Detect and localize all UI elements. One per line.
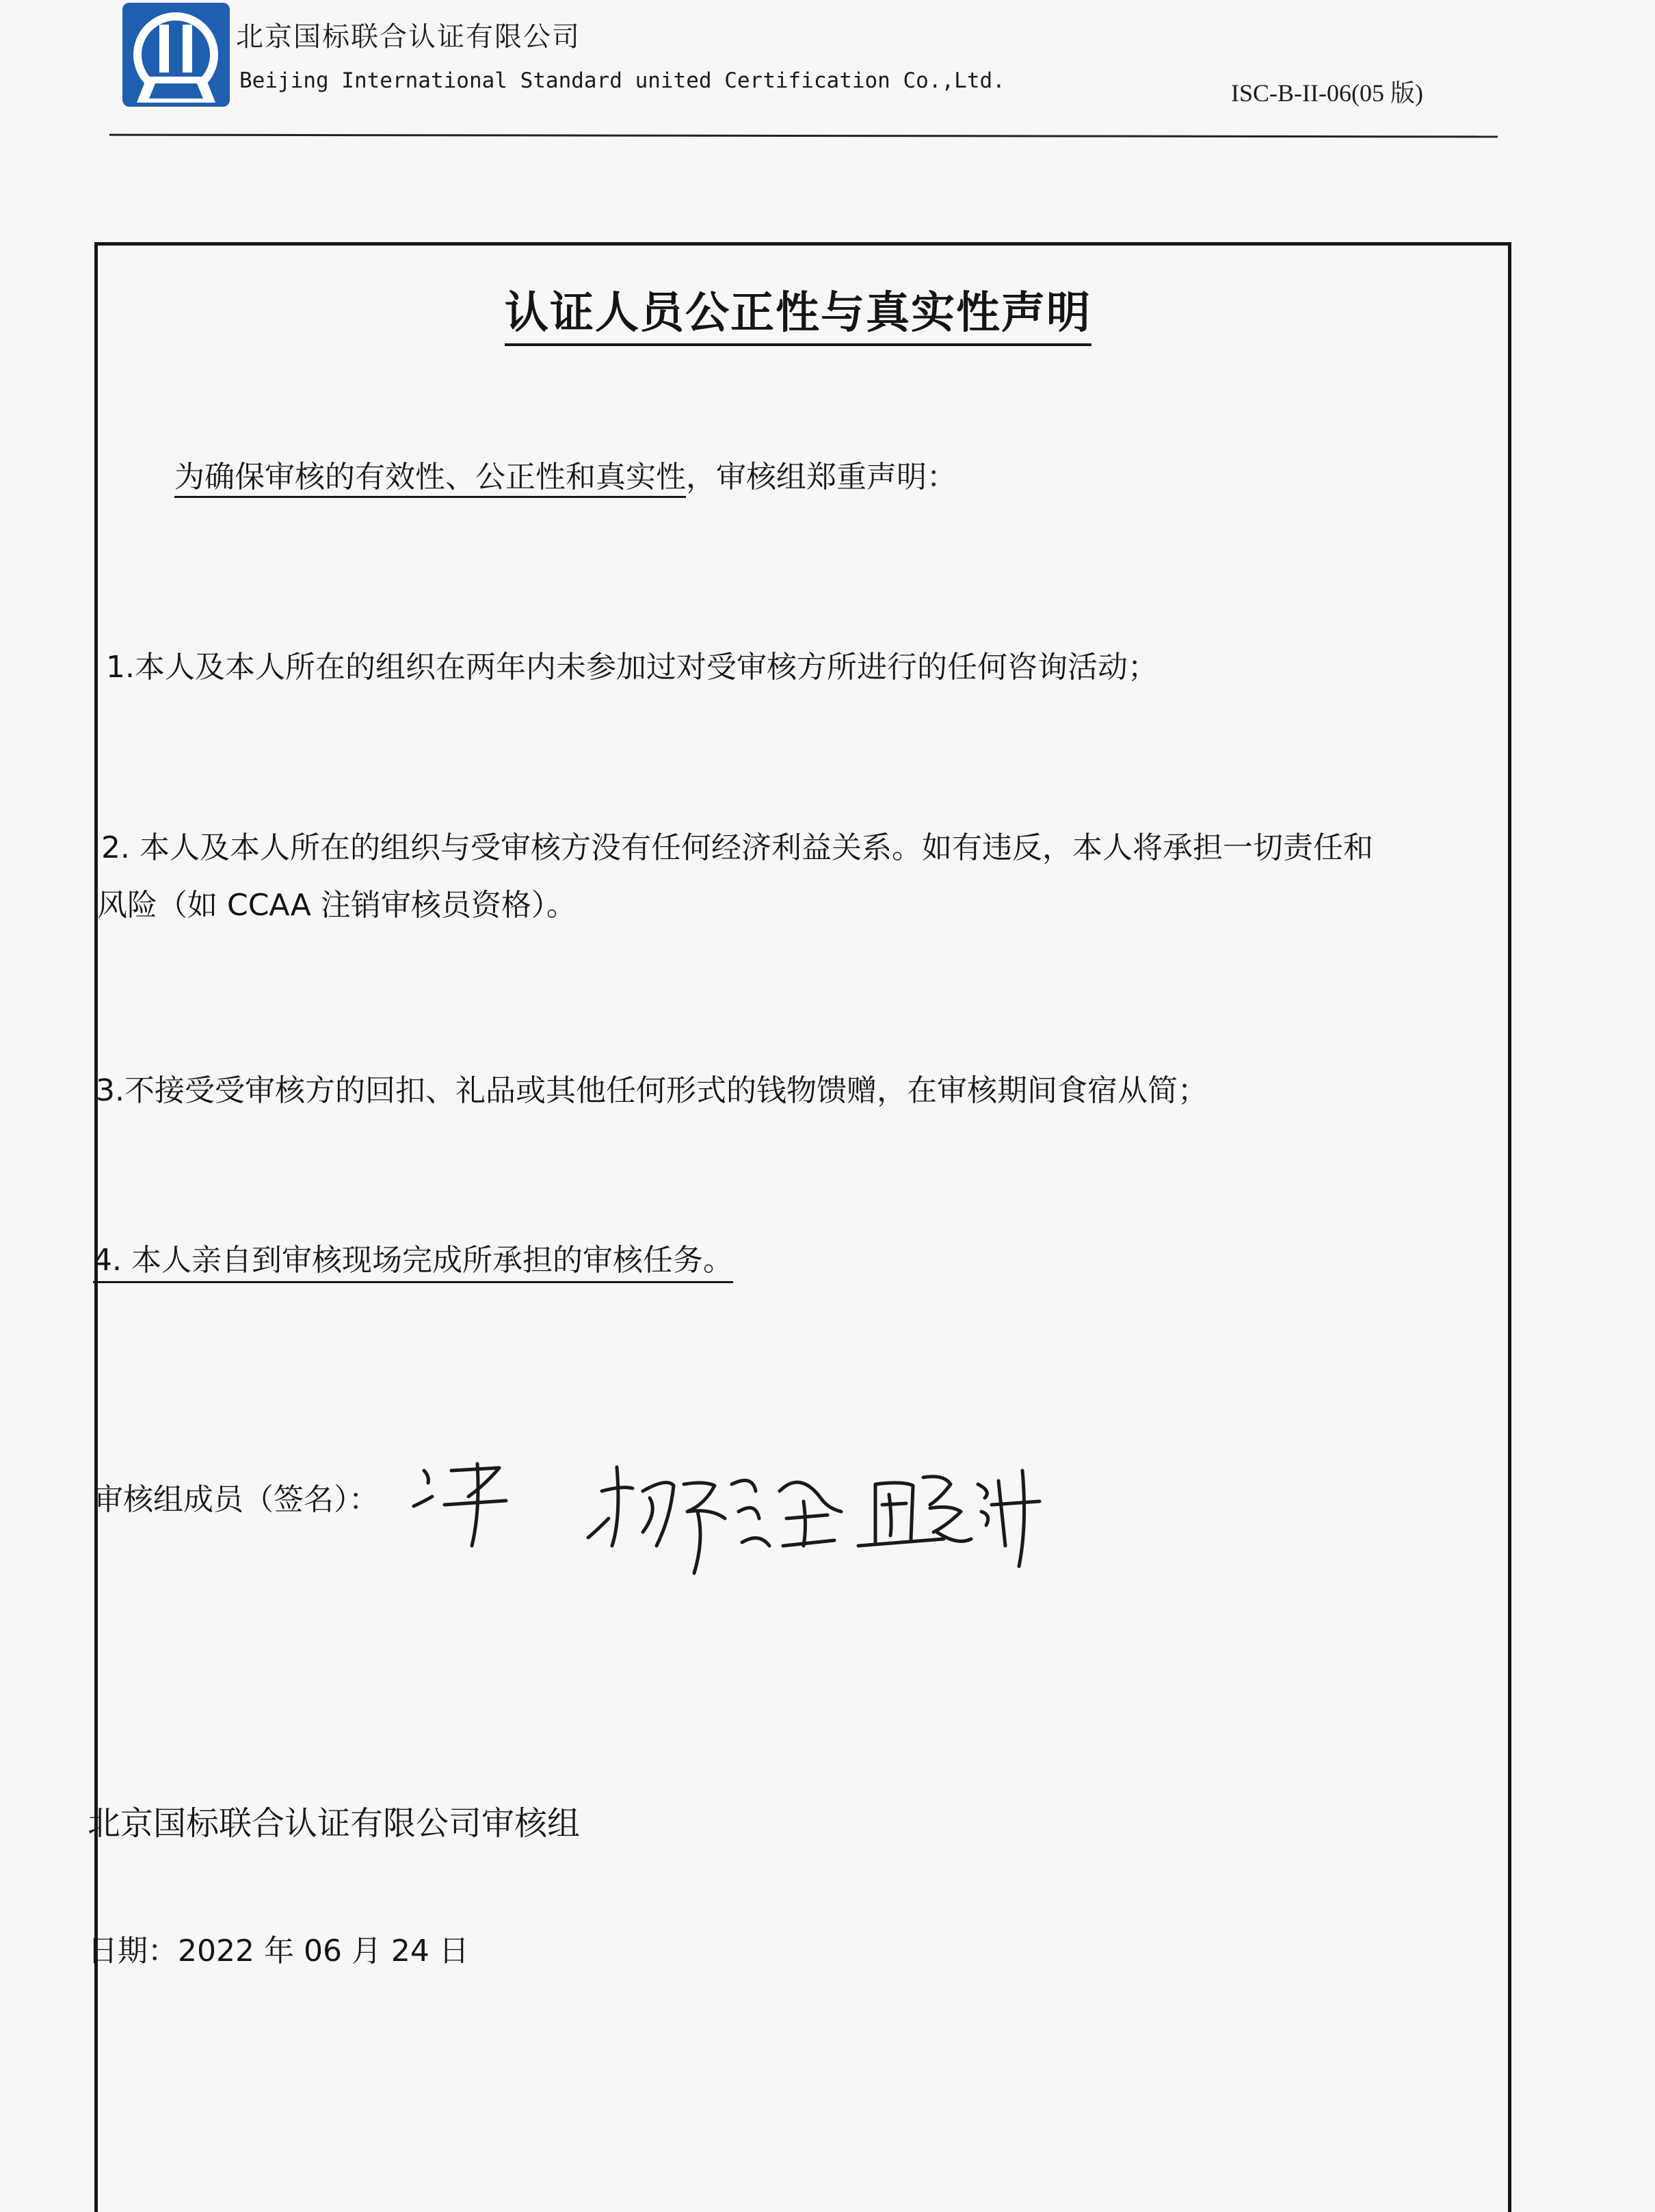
header-divider xyxy=(109,134,1498,138)
audit-team-organization: 北京国标联合认证有限公司审核组 xyxy=(88,1804,581,1843)
document-title: 认证人员公正性与真实性声明 xyxy=(505,287,1091,346)
declaration-item-4: 4. 本人亲自到审核现场完成所承担的审核任务。 xyxy=(93,1241,733,1283)
declaration-item-2-line-2: 风险（如 CCAA 注销审核员资格）。 xyxy=(97,888,577,923)
signature-3 xyxy=(858,1471,1040,1566)
handwritten-signatures xyxy=(403,1443,1053,1580)
company-name-english: Beijing International Standard united Certification Co.,Ltd. xyxy=(239,68,1005,93)
company-logo xyxy=(120,0,233,109)
intro-paragraph xyxy=(174,458,957,497)
declaration-frame xyxy=(94,242,1511,2212)
declaration-item-2-line-1: 2. 本人及本人所在的组织与受审核方没有任何经济利益关系。如有违反，本人将承担一切责任和 xyxy=(101,830,1373,865)
declaration-item-3: 3.不接受受审核方的回扣、礼品或其他任何形式的钱物馈赠，在审核期间食宿从简； xyxy=(96,1073,1208,1108)
declaration-item-1: 1.本人及本人所在的组织在两年内未参加过对受审核方所进行的任何咨询活动； xyxy=(106,650,1158,685)
document-code: ISC-B-II-06(05 版) xyxy=(1231,79,1423,107)
declaration-date: 日期：2022 年 06 月 24 日 xyxy=(88,1934,469,1969)
signature-1 xyxy=(414,1464,506,1546)
company-name-chinese: 北京国标联合认证有限公司 xyxy=(236,21,581,53)
signature-2 xyxy=(588,1467,841,1573)
intro-underlined-text: 为确保审核的有效性、公正性和真实性 xyxy=(174,460,686,498)
intro-rest-text: ，审核组郑重声明： xyxy=(686,460,957,495)
signature-label: 审核组成员（签名）： xyxy=(93,1482,379,1517)
